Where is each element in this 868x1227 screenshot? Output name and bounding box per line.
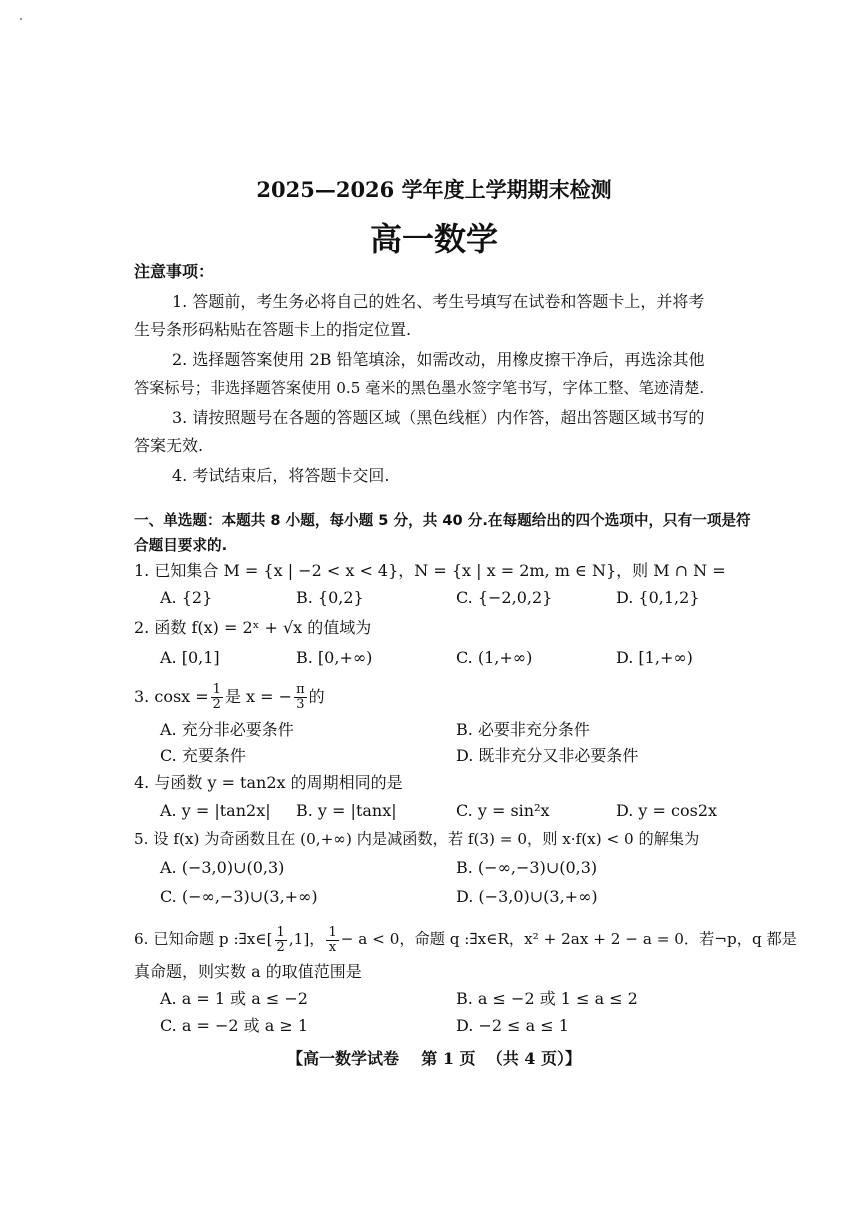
question-1-option-a: A. {2} [160, 588, 213, 607]
question-3-option-d: D. 既非充分又非必要条件 [456, 746, 639, 765]
question-1-option-d: D. {0,1,2} [616, 588, 700, 607]
question-6-fraction-1-numerator: 1 [276, 924, 285, 940]
question-6-rest: − a < 0，命题 q :∃x∈R，x² + 2ax + 2 − a = 0．若¬p，q 都是 [340, 930, 797, 948]
question-6-fraction-2-denominator: x [328, 939, 337, 955]
question-6-stem-line-1 [134, 924, 797, 955]
question-2-option-d: D. [1,+∞) [616, 648, 693, 667]
section-1-heading-line-2: 合题目要求的. [134, 537, 228, 554]
question-5-option-d: D. (−3,0)∪(3,+∞) [456, 887, 598, 906]
page-footer: 【高一数学试卷 第 1 页 （共 4 页）】 [287, 1049, 581, 1068]
question-6-option-c: C. a = −2 或 a ≥ 1 [160, 1016, 309, 1035]
question-6-fraction-1 [275, 926, 287, 955]
question-5-option-a: A. (−3,0)∪(0,3) [160, 858, 285, 877]
question-3-suffix: 的 [308, 687, 325, 706]
question-1-option-c: C. {−2,0,2} [456, 588, 553, 607]
notice-item-1-line-2: 生号条形码粘贴在答题卡上的指定位置. [134, 320, 412, 339]
question-6-stem-line-2: 真命题，则实数 a 的取值范围是 [134, 962, 362, 981]
question-3-middle: 是 x = − [224, 687, 293, 706]
notice-heading: 注意事项： [134, 262, 215, 281]
question-6-fraction-2-numerator: 1 [328, 924, 337, 940]
notice-item-4: 4. 考试结束后，将答题卡交回. [172, 466, 390, 485]
notice-item-2-line-2: 答案标号；非选择题答案使用 0.5 毫米的黑色墨水签字笔书写，字体工整、笔迹清楚. [134, 379, 705, 397]
question-3-stem [134, 682, 325, 712]
question-4-option-b: B. y = |tanx| [296, 801, 397, 820]
question-2-option-c: C. (1,+∞) [456, 648, 533, 667]
notice-item-2-line-1: 2. 选择题答案使用 2B 铅笔填涂，如需改动，用橡皮擦干净后，再选涂其他 [172, 350, 705, 369]
question-6-option-b: B. a ≤ −2 或 1 ≤ a ≤ 2 [456, 989, 638, 1008]
question-1-stem: 1. 已知集合 M = {x | −2 < x < 4}，N = {x | x = 2m, m ∈ N}，则 M ∩ N = [134, 561, 726, 580]
question-5-stem: 5. 设 f(x) 为奇函数且在 (0,+∞) 内是减函数，若 f(3) = 0，则 x·f(x) < 0 的解集为 [134, 830, 700, 848]
question-4-option-a: A. y = |tan2x| [160, 801, 271, 820]
question-6-prefix: 6. 已知命题 p :∃x∈[ [134, 930, 273, 948]
question-3-option-c: C. 充要条件 [160, 746, 246, 765]
question-4-option-d: D. y = cos2x [616, 801, 718, 820]
exam-title: 2025—2026 学年度上学期期末检测 [256, 177, 612, 202]
question-3-fraction-1-numerator: 1 [212, 682, 221, 697]
section-1-heading-line-1: 一、单选题：本题共 8 小题，每小题 5 分，共 40 分.在每题给出的四个选项中，只有一项是符 [134, 512, 751, 529]
question-3-fraction-2 [294, 683, 307, 712]
question-3-fraction-2-denominator: 3 [296, 697, 305, 712]
question-6-option-d: D. −2 ≤ a ≤ 1 [456, 1016, 569, 1035]
question-4-stem: 4. 与函数 y = tan2x 的周期相同的是 [134, 773, 403, 792]
question-6-fraction-1-denominator: 2 [276, 939, 285, 955]
question-3-option-a: A. 充分非必要条件 [160, 720, 294, 739]
question-3-fraction-2-numerator: π [296, 682, 305, 697]
question-3-fraction-1 [211, 683, 223, 712]
question-2-option-b: B. [0,+∞) [296, 648, 373, 667]
question-6-option-a: A. a = 1 或 a ≤ −2 [160, 989, 308, 1008]
notice-item-1-line-1: 1. 答题前，考生务必将自己的姓名、考生号填写在试卷和答题卡上，并将考 [172, 292, 705, 311]
question-3-fraction-1-denominator: 2 [212, 697, 221, 712]
question-4-option-c: C. y = sin²x [456, 801, 550, 820]
question-5-option-b: B. (−∞,−3)∪(0,3) [456, 858, 598, 877]
question-1-option-b: B. {0,2} [296, 588, 364, 607]
notice-item-3-line-1: 3. 请按照题号在各题的答题区域（黑色线框）内作答，超出答题区域书写的 [172, 408, 705, 427]
question-3-option-b: B. 必要非充分条件 [456, 720, 590, 739]
notice-item-3-line-2: 答案无效. [134, 436, 204, 455]
question-2-stem: 2. 函数 f(x) = 2ˣ + √x 的值域为 [134, 618, 372, 637]
question-5-option-c: C. (−∞,−3)∪(3,+∞) [160, 887, 318, 906]
question-6-middle: ,1]， [288, 930, 325, 948]
question-3-prefix: 3. cosx = [134, 687, 209, 706]
question-6-fraction-2 [326, 926, 338, 955]
subject-title: 高一数学 [369, 220, 498, 258]
question-2-option-a: A. [0,1] [160, 648, 220, 667]
scan-speck [20, 18, 22, 20]
